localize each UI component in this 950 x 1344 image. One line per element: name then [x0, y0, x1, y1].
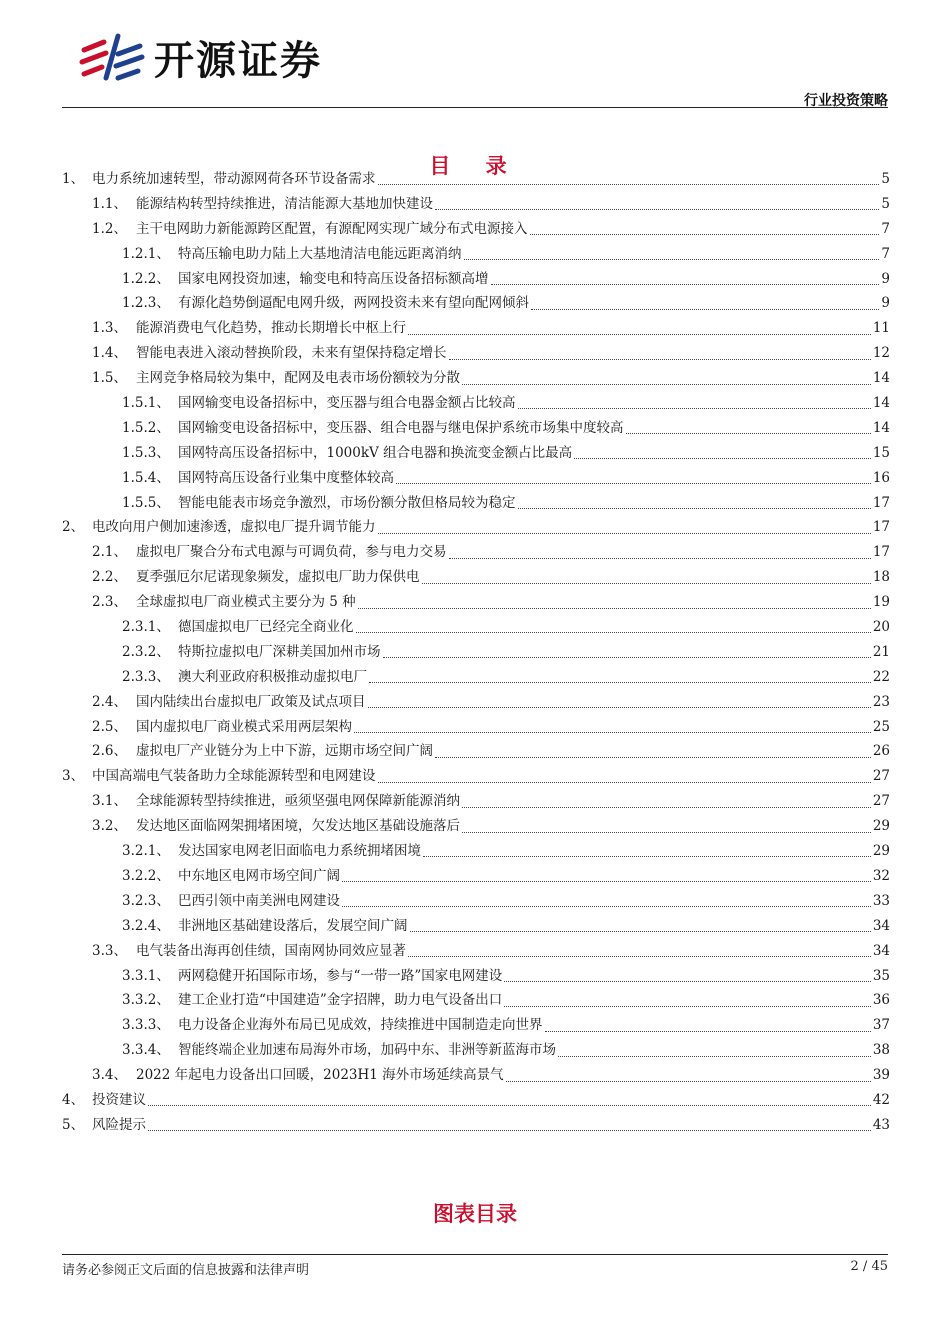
toc-entry[interactable] — [62, 1088, 890, 1113]
toc-entry-title: 虚拟电厂聚合分布式电源与可调负荷，参与电力交易 — [136, 544, 447, 561]
toc-entry-title: 智能终端企业加速布局海外市场，加码中东、非洲等新蓝海市场 — [178, 1042, 556, 1059]
toc-entry-page: 29 — [872, 843, 890, 860]
toc-entry-number: 2.3、 — [92, 594, 127, 611]
toc-entry-number: 1.4、 — [92, 345, 127, 362]
toc-entry[interactable] — [62, 416, 890, 441]
toc-leader-dots — [558, 1055, 871, 1057]
brand-mark-icon — [78, 28, 148, 86]
toc-entry[interactable] — [62, 316, 890, 341]
toc-entry-number: 3.2.4、 — [122, 917, 170, 934]
toc-entry[interactable] — [62, 565, 890, 590]
toc-entry-title: 电气装备出海再创佳绩，国南网协同效应显著 — [136, 942, 406, 959]
toc-entry-number: 4、 — [62, 1091, 85, 1108]
toc-entry[interactable] — [62, 839, 890, 864]
toc-entry-number: 3.3.4、 — [122, 1042, 170, 1059]
toc-leader-dots — [369, 681, 871, 683]
toc-entry[interactable] — [62, 217, 890, 242]
toc-entry-page: 34 — [872, 917, 890, 934]
toc-entry-page: 7 — [881, 245, 890, 262]
toc-entry-page: 16 — [872, 469, 890, 486]
toc-entry-title: 能源消费电气化趋势，推动长期增长中枢上行 — [136, 320, 406, 337]
toc-entry[interactable] — [62, 291, 890, 316]
toc-leader-dots — [518, 507, 871, 509]
toc-entry-number: 3.2.1、 — [122, 843, 170, 860]
toc-entry-title: 国网特高压设备行业集中度整体较高 — [178, 469, 394, 486]
toc-entry-page: 14 — [872, 395, 890, 412]
toc-entry-number: 2.3.2、 — [122, 643, 170, 660]
toc-entry-page: 20 — [872, 619, 890, 636]
toc-entry-number: 2.1、 — [92, 544, 127, 561]
toc-entry-number: 1.5.3、 — [122, 444, 170, 461]
toc-entry-page: 42 — [872, 1091, 890, 1108]
toc-entry-title: 虚拟电厂产业链分为上中下游，远期市场空间广阔 — [136, 743, 433, 760]
toc-leader-dots — [504, 980, 871, 982]
toc-leader-dots — [462, 831, 871, 833]
toc-leader-dots — [531, 308, 879, 310]
toc-entry[interactable] — [62, 441, 890, 466]
toc-entry-page: 7 — [881, 220, 890, 237]
toc-entry[interactable] — [62, 914, 890, 939]
toc-entry-page: 29 — [872, 818, 890, 835]
document-type: 行业投资策略 — [804, 93, 888, 109]
toc-entry-title: 全球能源转型持续推进，亟须坚强电网保障新能源消纳 — [136, 793, 460, 810]
toc-leader-dots — [383, 656, 871, 658]
toc-entry-number: 5、 — [62, 1116, 85, 1133]
figures-list-title: 图表目录 — [433, 1202, 517, 1226]
toc-leader-dots — [408, 333, 871, 335]
toc-leader-dots — [504, 1005, 871, 1007]
toc-entry-page: 37 — [872, 1017, 890, 1034]
toc-entry-page: 19 — [872, 594, 890, 611]
toc-entry[interactable] — [62, 167, 890, 192]
table-of-contents — [62, 167, 890, 1138]
toc-entry-title: 夏季强厄尔尼诺现象频发，虚拟电厂助力保供电 — [136, 569, 420, 586]
toc-entry-page: 9 — [881, 270, 890, 287]
toc-entry-page: 9 — [881, 295, 890, 312]
toc-leader-dots — [462, 383, 871, 385]
toc-entry-number: 1.5.2、 — [122, 419, 170, 436]
toc-entry[interactable] — [62, 939, 890, 964]
toc-entry-title: 发达地区面临网架拥堵困境，欠发达地区基础设施落后 — [136, 818, 460, 835]
toc-entry[interactable] — [62, 739, 890, 764]
toc-entry-page: 5 — [881, 195, 890, 212]
toc-entry-title: 全球虚拟电厂商业模式主要分为 5 种 — [136, 594, 356, 611]
toc-entry-title: 有源化趋势倒逼配电网升级，两网投资未来有望向配网倾斜 — [178, 295, 529, 312]
toc-entry-page: 34 — [872, 942, 890, 959]
toc-entry-title: 智能电表进入滚动替换阶段，未来有望保持稳定增长 — [136, 345, 447, 362]
toc-leader-dots — [378, 183, 880, 185]
toc-title: 目 录 — [429, 154, 521, 178]
toc-entry-title: 国网特高压设备招标中，1000kV 组合电器和换流变金额占比最高 — [178, 444, 573, 461]
toc-entry[interactable] — [62, 341, 890, 366]
toc-entry-title: 特高压输电助力陆上大基地清洁电能远距离消纳 — [178, 245, 462, 262]
toc-entry[interactable] — [62, 715, 890, 740]
toc-entry-page: 32 — [872, 867, 890, 884]
toc-leader-dots — [545, 1030, 871, 1032]
toc-leader-dots — [148, 1129, 871, 1131]
toc-entry[interactable] — [62, 814, 890, 839]
toc-leader-dots — [464, 258, 880, 260]
toc-entry-number: 1.2.1、 — [122, 245, 170, 262]
toc-leader-dots — [378, 781, 871, 783]
toc-entry-number: 3.3.1、 — [122, 967, 170, 984]
toc-entry-page: 5 — [881, 171, 890, 187]
toc-entry-title: 德国虚拟电厂已经完全商业化 — [178, 619, 354, 636]
brand-name: 开源证券 — [154, 37, 322, 84]
toc-entry-page: 17 — [872, 519, 890, 536]
toc-entry-title: 国家电网投资加速，输变电和特高压设备招标额高增 — [178, 270, 489, 287]
toc-entry-page: 18 — [872, 569, 890, 586]
toc-entry-number: 3、 — [62, 768, 85, 785]
toc-entry-title: 发达国家电网老旧面临电力系统拥堵困境 — [178, 843, 421, 860]
toc-entry[interactable] — [62, 665, 890, 690]
footer-disclaimer: 请务必参阅正文后面的信息披露和法律声明 — [62, 1263, 310, 1278]
toc-leader-dots — [491, 283, 880, 285]
toc-entry-title: 中东地区电网市场空间广阔 — [178, 867, 340, 884]
toc-entry-number: 1、 — [62, 171, 85, 187]
toc-entry-title: 国内虚拟电厂商业模式采用两层架构 — [136, 718, 352, 735]
toc-leader-dots — [356, 631, 871, 633]
toc-entry-page: 35 — [872, 967, 890, 984]
toc-leader-dots — [342, 905, 871, 907]
toc-entry-page: 43 — [872, 1116, 890, 1133]
toc-entry-number: 2.5、 — [92, 718, 127, 735]
toc-entry-number: 3.1、 — [92, 793, 127, 810]
toc-entry-title: 电力设备企业海外布局已见成效，持续推进中国制造走向世界 — [178, 1017, 543, 1034]
toc-entry-page: 39 — [872, 1067, 890, 1084]
toc-entry-title: 非洲地区基础建设落后，发展空间广阔 — [178, 917, 408, 934]
toc-entry-page: 27 — [872, 793, 890, 810]
toc-entry-page: 14 — [872, 419, 890, 436]
toc-entry[interactable] — [62, 491, 890, 516]
toc-entry-title: 中国高端电气装备助力全球能源转型和电网建设 — [92, 768, 376, 785]
toc-entry[interactable] — [62, 267, 890, 292]
toc-entry[interactable] — [62, 1113, 890, 1138]
toc-entry-title: 国网输变电设备招标中，变压器、组合电器与继电保护系统市场集中度较高 — [178, 419, 624, 436]
toc-leader-dots — [396, 482, 871, 484]
toc-leader-dots — [435, 208, 879, 210]
toc-entry-number: 1.5、 — [92, 370, 127, 387]
toc-entry-number: 1.5.4、 — [122, 469, 170, 486]
toc-leader-dots — [410, 930, 871, 932]
toc-entry[interactable] — [62, 192, 890, 217]
toc-entry[interactable] — [62, 764, 890, 789]
toc-entry-number: 2、 — [62, 519, 85, 536]
toc-leader-dots — [378, 532, 871, 534]
toc-leader-dots — [626, 432, 871, 434]
toc-entry-number: 3.2.3、 — [122, 892, 170, 909]
toc-entry-title: 澳大利亚政府积极推动虚拟电厂 — [178, 668, 367, 685]
toc-entry-page: 36 — [872, 992, 890, 1009]
toc-entry-number: 3.3、 — [92, 942, 127, 959]
toc-entry-number: 3.3.3、 — [122, 1017, 170, 1034]
toc-entry-title: 风险提示 — [92, 1116, 146, 1133]
toc-entry-number: 1.3、 — [92, 320, 127, 337]
toc-leader-dots — [368, 706, 871, 708]
toc-leader-dots — [449, 358, 871, 360]
toc-entry-page: 25 — [872, 718, 890, 735]
toc-entry[interactable] — [62, 391, 890, 416]
toc-entry-title: 建工企业打造“中国建造”金字招牌，助力电气设备出口 — [178, 992, 503, 1009]
toc-entry-number: 3.2、 — [92, 818, 127, 835]
page-number: 2 / 45 — [850, 1259, 888, 1274]
toc-entry[interactable] — [62, 964, 890, 989]
toc-entry-number: 2.2、 — [92, 569, 127, 586]
toc-entry-title: 巴西引领中南美洲电网建设 — [178, 892, 340, 909]
toc-entry-number: 3.4、 — [92, 1067, 127, 1084]
toc-leader-dots — [574, 457, 871, 459]
toc-entry-title: 主干电网助力新能源跨区配置，有源配网实现广域分布式电源接入 — [136, 220, 528, 237]
toc-entry[interactable] — [62, 789, 890, 814]
toc-entry-title: 国内陆续出台虚拟电厂政策及试点项目 — [136, 693, 366, 710]
toc-entry[interactable] — [62, 466, 890, 491]
toc-entry[interactable] — [62, 590, 890, 615]
toc-entry-number: 1.2、 — [92, 220, 127, 237]
toc-entry-number: 3.2.2、 — [122, 867, 170, 884]
toc-entry-title: 2022 年起电力设备出口回暖，2023H1 海外市场延续高景气 — [136, 1067, 504, 1084]
toc-entry[interactable] — [62, 242, 890, 267]
toc-leader-dots — [408, 955, 871, 957]
toc-entry[interactable] — [62, 690, 890, 715]
toc-entry[interactable] — [62, 1038, 890, 1063]
toc-entry-title: 国网输变电设备招标中，变压器与组合电器金额占比较高 — [178, 395, 516, 412]
toc-leader-dots — [354, 731, 871, 733]
toc-entry-number: 2.3.3、 — [122, 668, 170, 685]
toc-entry-page: 11 — [872, 320, 890, 337]
toc-entry-page: 26 — [872, 743, 890, 760]
toc-entry[interactable] — [62, 1013, 890, 1038]
toc-leader-dots — [506, 1080, 871, 1082]
toc-entry-page: 14 — [872, 370, 890, 387]
toc-entry[interactable] — [62, 988, 890, 1013]
toc-entry[interactable] — [62, 540, 890, 565]
toc-entry-title: 主网竞争格局较为集中，配网及电表市场份额较为分散 — [136, 370, 460, 387]
toc-entry-number: 2.6、 — [92, 743, 127, 760]
toc-leader-dots — [358, 607, 871, 609]
toc-entry-page: 15 — [872, 444, 890, 461]
toc-entry[interactable] — [62, 366, 890, 391]
toc-entry-page: 27 — [872, 768, 890, 785]
toc-entry[interactable] — [62, 889, 890, 914]
toc-leader-dots — [530, 233, 880, 235]
toc-entry-title: 电力系统加速转型，带动源网荷各环节设备需求 — [92, 171, 376, 187]
toc-leader-dots — [449, 557, 871, 559]
toc-entry[interactable] — [62, 615, 890, 640]
toc-entry-number: 3.3.2、 — [122, 992, 170, 1009]
toc-entry-title: 两网稳健开拓国际市场，参与“一带一路”国家电网建设 — [178, 967, 503, 984]
toc-entry-number: 2.4、 — [92, 693, 127, 710]
toc-entry-title: 电改向用户侧加速渗透，虚拟电厂提升调节能力 — [92, 519, 376, 536]
toc-leader-dots — [342, 880, 871, 882]
toc-entry-page: 22 — [872, 668, 890, 685]
toc-entry-page: 38 — [872, 1042, 890, 1059]
toc-entry-number: 1.2.2、 — [122, 270, 170, 287]
toc-entry-title: 智能电能表市场竞争激烈，市场份额分散但格局较为稳定 — [178, 494, 516, 511]
toc-entry-title: 特斯拉虚拟电厂深耕美国加州市场 — [178, 643, 381, 660]
toc-entry[interactable] — [62, 515, 890, 540]
toc-entry-number: 1.2.3、 — [122, 295, 170, 312]
company-logo — [78, 28, 322, 86]
toc-leader-dots — [462, 806, 871, 808]
toc-leader-dots — [518, 407, 871, 409]
toc-entry[interactable] — [62, 640, 890, 665]
toc-entry-title: 投资建议 — [92, 1091, 146, 1108]
toc-entry[interactable] — [62, 1063, 890, 1088]
toc-entry-page: 12 — [872, 345, 890, 362]
toc-leader-dots — [423, 855, 871, 857]
toc-entry-number: 1.5.1、 — [122, 395, 170, 412]
toc-entry-number: 1.5.5、 — [122, 494, 170, 511]
toc-entry-page: 21 — [872, 643, 890, 660]
toc-entry-page: 33 — [872, 892, 890, 909]
toc-leader-dots — [422, 582, 871, 584]
toc-entry[interactable] — [62, 864, 890, 889]
toc-entry-page: 23 — [872, 693, 890, 710]
toc-leader-dots — [435, 756, 871, 758]
toc-entry-page: 17 — [872, 544, 890, 561]
header-divider — [62, 107, 888, 108]
toc-entry-number: 1.1、 — [92, 195, 127, 212]
toc-entry-title: 能源结构转型持续推进，清洁能源大基地加快建设 — [136, 195, 433, 212]
toc-leader-dots — [148, 1104, 871, 1106]
toc-entry-page: 17 — [872, 494, 890, 511]
toc-entry-number: 2.3.1、 — [122, 619, 170, 636]
footer-divider — [62, 1254, 888, 1255]
